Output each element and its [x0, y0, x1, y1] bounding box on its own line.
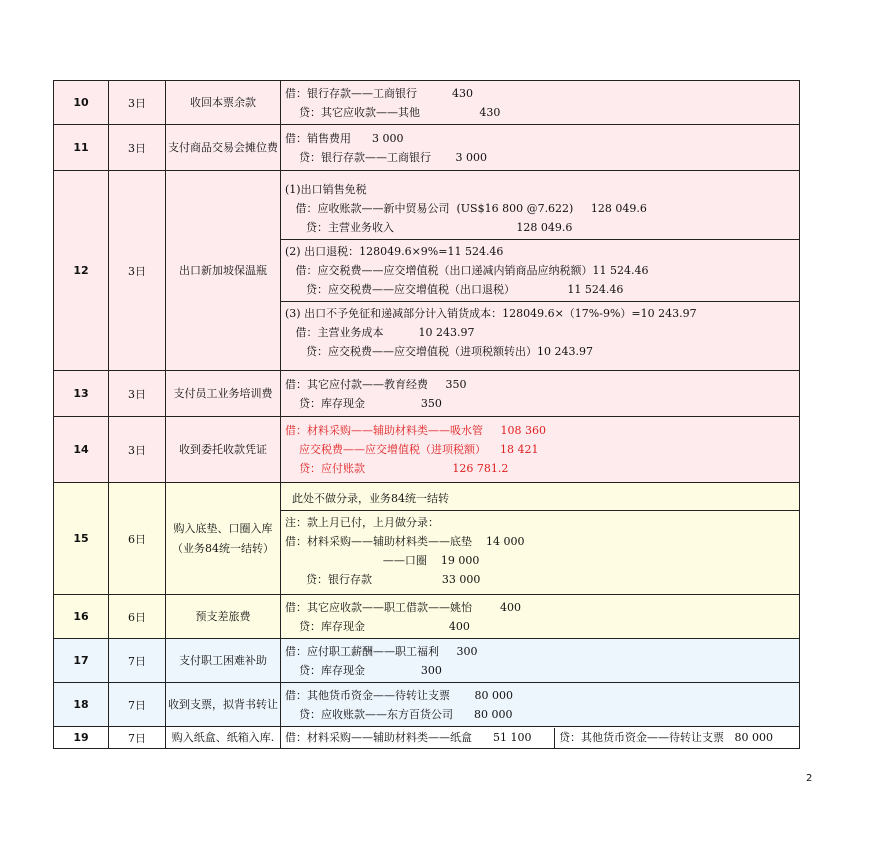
journal-row-18	[54, 683, 800, 727]
entry-journal	[281, 81, 800, 125]
entry-description: 支付商品交易会摊位费	[166, 125, 281, 171]
entry-date: 6日	[109, 483, 166, 595]
debit-line: 借：应收账款——新中贸易公司 (US$16 800 @7.622) 128 049.6	[285, 202, 647, 215]
sub-entry-1	[281, 178, 799, 239]
debit-line: 借：材料采购——辅助材料类——纸盒 51 100	[281, 728, 555, 748]
entry-date: 3日	[109, 125, 166, 171]
sub-entry-3	[281, 301, 799, 363]
entry-number: 17	[54, 639, 109, 683]
journal-row-10	[54, 81, 800, 125]
entry-description: 预支差旅费	[166, 595, 281, 639]
entry-journal	[281, 371, 800, 417]
entry-journal	[281, 125, 800, 171]
entry-number: 19	[54, 727, 109, 749]
note-block	[281, 487, 799, 510]
entry-description: 购入底垫、口圈入库（业务84统一结转）	[166, 483, 281, 595]
debit-line: 借：主营业务成本 10 243.97	[285, 326, 475, 339]
entry-description: 收到支票，拟背书转让	[166, 683, 281, 727]
journal-row-11	[54, 125, 800, 171]
credit-line: 贷：银行存款 33 000	[285, 572, 481, 586]
debit-line: 借：其他货币资金——待转让支票 80 000	[285, 688, 513, 702]
credit-line: 贷：其他货币资金——待转让支票 80 000	[559, 730, 773, 744]
entry-journal	[281, 727, 800, 749]
debit-line: ——口圈 19 000	[285, 553, 480, 567]
debit-line: 借：应交税费——应交增值税（出口递减内销商品应纳税额）11 524.46	[285, 264, 649, 277]
journal-row-17	[54, 639, 800, 683]
debit-line: 借：银行存款——工商银行 430	[285, 86, 473, 100]
entry-description: 支付职工困难补助	[166, 639, 281, 683]
journal-row-16	[54, 595, 800, 639]
entry-number: 16	[54, 595, 109, 639]
debit-line: 借：其它应付款——教育经费 350	[285, 377, 467, 391]
entry-journal	[281, 639, 800, 683]
entry-number: 11	[54, 125, 109, 171]
journal-row-15	[54, 483, 800, 595]
entry-number: 12	[54, 171, 109, 371]
entry-description: 收回本票余款	[166, 81, 281, 125]
credit-line: 贷：主营业务收入 128 049.6	[285, 221, 573, 234]
entry-date: 3日	[109, 81, 166, 125]
entry-date: 3日	[109, 371, 166, 417]
entry-date: 3日	[109, 171, 166, 371]
credit-line: 贷：库存现金 350	[285, 396, 442, 410]
credit-line: 贷：银行存款——工商银行 3 000	[285, 150, 487, 164]
credit-line: 贷：应交税费——应交增值税（出口退税） 11 524.46	[285, 283, 624, 296]
entry-number: 14	[54, 417, 109, 483]
credit-line: 贷：库存现金 400	[285, 619, 470, 633]
entry-description: 购入纸盒、纸箱入库.	[166, 727, 281, 749]
entry-number: 15	[54, 483, 109, 595]
entry-date: 6日	[109, 595, 166, 639]
credit-line: 贷：应收账款——东方百货公司 80 000	[285, 707, 513, 721]
entry-date: 7日	[109, 683, 166, 727]
journal-table	[53, 80, 800, 749]
entry-description: 支付员工业务培训费	[166, 371, 281, 417]
journal-row-19	[54, 727, 800, 749]
entry-journal	[281, 171, 800, 371]
credit-line: 贷：应交税费——应交增值税（进项税额转出）10 243.97	[285, 345, 593, 358]
entry-number: 10	[54, 81, 109, 125]
entry-date: 3日	[109, 417, 166, 483]
debit-line: 借：材料采购——辅助材料类——底垫 14 000	[285, 534, 525, 548]
entry-journal	[281, 683, 800, 727]
entry-description: 出口新加坡保温瓶	[166, 171, 281, 371]
journal-row-12	[54, 171, 800, 371]
prior-entry-block	[281, 510, 799, 591]
journal-row-13	[54, 371, 800, 417]
credit-line: 贷：其它应收款——其他 430	[285, 105, 501, 119]
entry-journal	[281, 483, 800, 595]
entry-heading: (2) 出口退税：128049.6×9%=11 524.46	[285, 245, 504, 258]
debit-line: 借：材料采购——辅助材料类——吸水管 108 360	[285, 424, 546, 437]
note-line: 此处不做分录，业务84统一结转	[285, 491, 449, 505]
page-number: 2	[806, 773, 813, 784]
debit-line: 借：销售费用 3 000	[285, 131, 404, 145]
entry-journal	[281, 417, 800, 483]
journal-row-14	[54, 417, 800, 483]
entry-description: 收到委托收款凭证	[166, 417, 281, 483]
debit-line: 应交税费——应交增值税（进项税额） 18 421	[285, 443, 539, 456]
credit-line: 贷：库存现金 300	[285, 663, 442, 677]
entry-number: 18	[54, 683, 109, 727]
entry-heading: (1)出口销售免税	[285, 183, 367, 196]
entry-number: 13	[54, 371, 109, 417]
sub-entry-2	[281, 239, 799, 301]
entry-heading: (3) 出口不予免征和递减部分计入销货成本：128049.6×（17%-9%）=10 243.97	[285, 307, 697, 320]
entry-date: 7日	[109, 639, 166, 683]
debit-line: 借：应付职工薪酬——职工福利 300	[285, 644, 478, 658]
entry-journal	[281, 595, 800, 639]
entry-date: 7日	[109, 727, 166, 749]
note-line: 注：款上月已付，上月做分录：	[285, 515, 439, 529]
debit-line: 借：其它应收款——职工借款——姚怡 400	[285, 600, 521, 614]
credit-line: 贷：应付账款 126 781.2	[285, 462, 509, 475]
